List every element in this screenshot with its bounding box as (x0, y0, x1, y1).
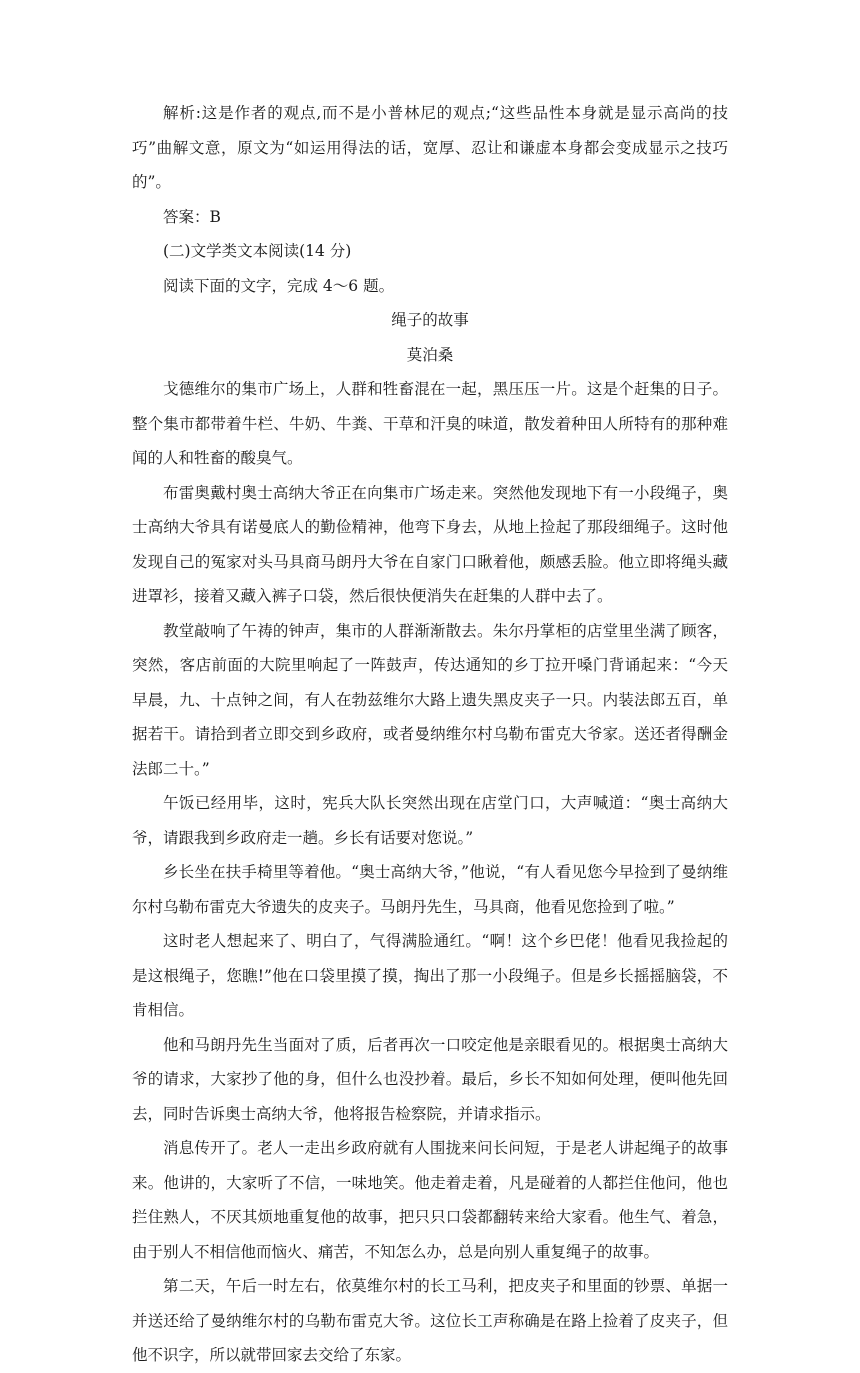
story-paragraph: 乡长坐在扶手椅里等着他。“奥士高纳大爷，”他说，“有人看见您今早捡到了曼纳维尔村乌勒布雷克大爷遗失的皮夹子。马朗丹先生，马具商，他看见您捡到了啦。” (132, 863, 728, 916)
story-paragraph: 他和马朗丹先生当面对了质，后者再次一口咬定他是亲眼看见的。根据奥士高纳大爷的请求，大家抄了他的身，但什么也没抄着。最后，乡长不知如何处理，便叫他先回去，同时告诉奥士高纳大爷，他将报告检察院，并请求指示。 (132, 1035, 728, 1123)
answer-text: 答案：B (163, 207, 221, 226)
story-paragraph: 教堂敲响了午祷的钟声，集市的人群渐渐散去。朱尔丹掌柜的店堂里坐满了顾客，突然，客店前面的大院里响起了一阵鼓声，传达通知的乡丁拉开嗓门背诵起来：“今天早晨，九、十点钟之间，有人在勃兹维尔大路上遗失黑皮夹子一只。内装法郎五百，单据若干。请拾到者立即交到乡政府，或者曼纳维尔村乌勒布雷克大爷家。送还者得酬金法郎二十。” (132, 621, 728, 778)
story-title: 绳子的故事 (391, 311, 469, 329)
document-body (132, 96, 728, 1373)
section-heading: (二)文学类文本阅读(14 分) (163, 242, 352, 260)
section-instruction: 阅读下面的文字，完成 4～6 题。 (163, 276, 395, 295)
story-author: 莫泊桑 (406, 345, 454, 364)
story-paragraph: 消息传开了。老人一走出乡政府就有人围拢来问长问短，于是老人讲起绳子的故事来。他讲的，大家听了不信，一味地笑。他走着走着，凡是碰着的人都拦住他问，他也拦住熟人，不厌其烦地重复他的故事，把只只口袋都翻转来给大家看。他生气、着急，由于别人不相信他而恼火、痛苦，不知怎么办，总是向别人重复绳子的故事。 (132, 1139, 728, 1261)
analysis-text: 解析:这是作者的观点,而不是小普林尼的观点;“这些品性本身就是显示高尚的技巧”曲解文意，原文为“如运用得法的话，宽厚、忍让和谦虚本身都会变成显示之技巧的”。 (132, 104, 728, 191)
story-paragraph: 戈德维尔的集市广场上，人群和牲畜混在一起，黑压压一片。这是个赶集的日子。整个集市都带着牛栏、牛奶、牛粪、干草和汗臭的味道，散发着种田人所特有的那种难闻的人和牲畜的酸臭气。 (132, 380, 728, 467)
story-paragraph: 这时老人想起来了、明白了，气得满脸通红。“啊！这个乡巴佬！他看见我捡起的是这根绳子，您瞧!”他在口袋里摸了摸，掏出了那一小段绳子。但是乡长摇摇脑袋，不肯相信。 (132, 932, 728, 1019)
story-paragraph: 布雷奥戴村奥士高纳大爷正在向集市广场走来。突然他发现地下有一小段绳子，奥士高纳大爷具有诺曼底人的勤俭精神，他弯下身去，从地上捡起了那段细绳子。这时他发现自己的冤家对头马具商马朗丹大爷在自家门口瞅着他，颇感丢脸。他立即将绳头藏进罩衫，接着又藏入裤子口袋，然后很快便消失在赶集的人群中去了。 (132, 483, 728, 605)
story-paragraph: 午饭已经用毕，这时，宪兵大队长突然出现在店堂门口，大声喊道：“奥士高纳大爷，请跟我到乡政府走一趟。乡长有话要对您说。” (132, 794, 728, 847)
story-paragraph: 第二天，午后一时左右，依莫维尔村的长工马利，把皮夹子和里面的钞票、单据一并送还给了曼纳维尔村的乌勒布雷克大爷。这位长工声称确是在路上捡着了皮夹子，但他不识字，所以就带回家去交给了东家。 (132, 1277, 728, 1364)
